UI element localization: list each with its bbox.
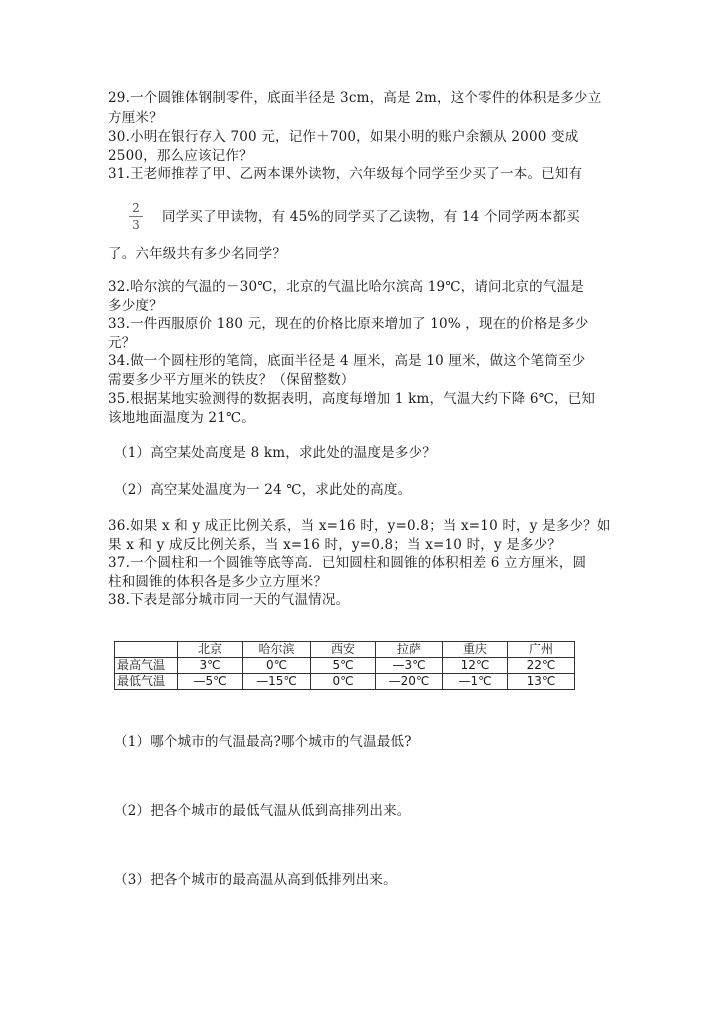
table-header-cell: 广州	[508, 642, 575, 658]
table-cell: 12℃	[443, 658, 508, 674]
table-header-cell	[115, 642, 178, 658]
question-32-line-2: 多少度？	[108, 298, 163, 314]
question-34-line-1: 34.做一个圆柱形的笔筒，底面半径是 4 厘米，高是 10 厘米，做这个笔筒至少	[108, 353, 586, 369]
table-header-cell: 哈尔滨	[243, 642, 311, 658]
fraction-two-thirds	[127, 201, 145, 232]
question-29-line-1: 29.一个圆锥体钢制零件，底面半径是 3cm，高是 2m，这个零件的体积是多少立	[108, 90, 602, 106]
question-36-line-1: 36.如果 x 和 y 成正比例关系，当 x=16 时，y=0.8；当 x=10 时，y 是多少？如	[108, 518, 611, 534]
table-header-cell: 拉萨	[376, 642, 443, 658]
table-cell: —1℃	[443, 674, 508, 690]
table-header-row	[115, 642, 575, 658]
question-32-line-1: 32.哈尔滨的气温的－30℃，北京的气温比哈尔滨高 19℃，请问北京的气温是	[108, 279, 584, 295]
question-35-line-2: 该地地面温度为 21℃。	[108, 410, 255, 426]
question-37-line-2: 柱和圆锥的体积各是多少立方厘米？	[108, 574, 328, 590]
table-cell: —5℃	[178, 674, 243, 690]
question-37-line-1: 37.一个圆柱和一个圆锥等底等高．已知圆柱和圆锥的体积相差 6 立方厘米，圆	[108, 555, 587, 571]
table-cell: 13℃	[508, 674, 575, 690]
question-31-line-3: 了。六年级共有多少名同学？	[108, 246, 287, 262]
question-30-line-2: 2500，那么应该记作？	[108, 148, 253, 164]
question-36-line-2: 果 x 和 y 成反比例关系，当 x=16 时，y=0.8；当 x=10 时，y 是多少？	[108, 537, 562, 553]
table-header-cell: 重庆	[443, 642, 508, 658]
question-38-sub-3: （3）把各个城市的最高温从高到低排列出来。	[114, 872, 397, 888]
table-row-label: 最低气温	[115, 674, 178, 690]
question-31-line-2: 同学买了甲读物，有 45%的同学买了乙读物，有 14 个同学两本都买	[162, 209, 580, 225]
table-cell: 0℃	[311, 674, 376, 690]
table-cell: —3℃	[376, 658, 443, 674]
question-35-sub-1: （1）高空某处高度是 8 km，求此处的温度是多少？	[114, 445, 436, 461]
fraction-bar	[129, 216, 143, 217]
table-cell: 0℃	[243, 658, 311, 674]
question-35-sub-2: （2）高空某处温度为一 24 ℃，求此处的高度。	[114, 482, 412, 498]
table-cell: 3℃	[178, 658, 243, 674]
table-row	[115, 658, 575, 674]
fraction-denominator: 3	[132, 218, 140, 232]
question-29-line-2: 方厘米？	[108, 110, 163, 126]
table-cell: —15℃	[243, 674, 311, 690]
question-38-sub-2: （2）把各个城市的最低气温从低到高排列出来。	[114, 803, 411, 819]
question-38-line: 38.下表是部分城市同一天的气温情况。	[108, 592, 350, 608]
question-30-line-1: 30.小明在银行存入 700 元，记作＋700，如果小明的账户余额从 2000 变成	[108, 129, 579, 145]
table-cell: 5℃	[311, 658, 376, 674]
fraction-numerator: 2	[132, 201, 140, 215]
question-35-line-1: 35.根据某地实验测得的数据表明，高度每增加 1 km，气温大约下降 6℃，已知	[108, 391, 596, 407]
table-cell: 22℃	[508, 658, 575, 674]
question-31-line-1: 31.王老师推荐了甲、乙两本课外读物，六年级每个同学至少买了一本。已知有	[108, 166, 583, 182]
table-header-cell: 西安	[311, 642, 376, 658]
city-temperature-table	[114, 641, 575, 690]
table-row-label: 最高气温	[115, 658, 178, 674]
question-38-sub-1: （1）哪个城市的气温最高?哪个城市的气温最低?	[114, 734, 412, 750]
table-row	[115, 674, 575, 690]
question-33-line-1: 33.一件西服原价 180 元，现在的价格比原来增加了 10% ，现在的价格是多少	[108, 316, 589, 332]
table-header-cell: 北京	[178, 642, 243, 658]
table-cell: —20℃	[376, 674, 443, 690]
question-34-line-2: 需要多少平方厘米的铁皮？（保留整数）	[108, 372, 355, 388]
question-33-line-2: 元？	[108, 335, 136, 351]
